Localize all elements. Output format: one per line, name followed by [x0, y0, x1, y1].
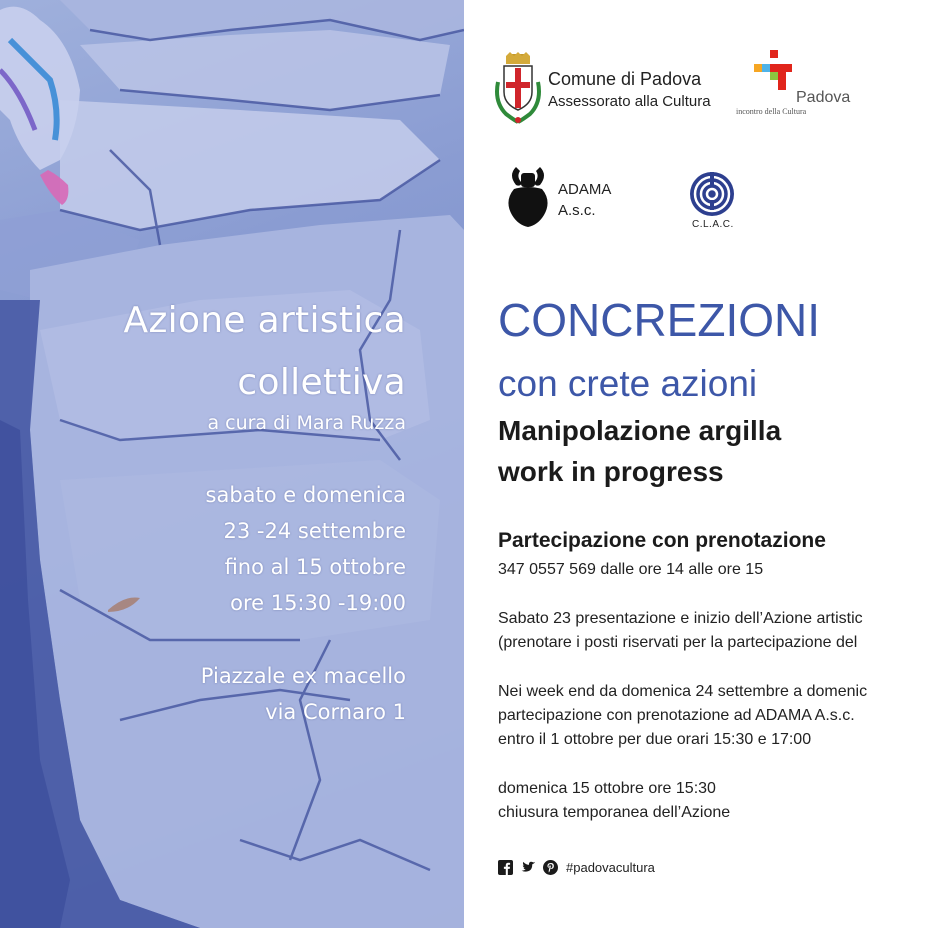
info-p2-line1: Nei week end da domenica 24 settembre a domenic — [498, 683, 868, 700]
facebook-icon[interactable] — [498, 860, 513, 875]
padova-logo-word: Padova — [796, 89, 851, 106]
adama-type: A.s.c. — [558, 202, 596, 219]
event-description-line1: Manipolazione argilla — [498, 415, 782, 446]
event-subtitle: con crete azioni — [498, 363, 758, 404]
padova-logo-tagline: incontro della Cultura — [736, 107, 807, 116]
comune-sub: Assessorato alla Cultura — [548, 93, 711, 110]
clac-labyrinth-icon — [688, 170, 736, 218]
pinterest-icon[interactable] — [543, 860, 558, 875]
info-p2-line2: partecipazione con prenotazione ad ADAMA A.s.c. — [498, 707, 855, 724]
info-p3-line1: domenica 15 ottobre ore 15:30 — [498, 780, 716, 797]
curator-text: a cura di Mara Ruzza — [207, 412, 406, 434]
event-title: CONCREZIONI — [498, 294, 820, 346]
info-p3-line2: chiusura temporanea dell’Azione — [498, 804, 731, 821]
info-panel — [464, 0, 928, 928]
comune-name: Comune di Padova — [548, 69, 702, 89]
action-title-line2: collettiva — [237, 362, 406, 403]
booking-phone: 347 0557 569 dalle ore 14 alle ore 15 — [498, 561, 764, 578]
twitter-icon[interactable] — [519, 860, 537, 875]
hashtag-text: #padovacultura — [566, 860, 655, 875]
comune-crest-icon — [492, 52, 544, 124]
event-description-line2: work in progress — [498, 456, 724, 487]
adama-name: ADAMA — [558, 181, 612, 198]
adama-vase-icon — [504, 165, 552, 231]
time-text: ore 15:30 -19:00 — [230, 591, 406, 615]
dates-line1: sabato e domenica — [205, 483, 406, 507]
place-line2: via Cornaro 1 — [265, 700, 406, 724]
dates-line2: 23 -24 settembre — [223, 519, 406, 543]
info-p1-line2: (prenotare i posti riservati per la partecipazione del — [498, 634, 858, 651]
social-row — [498, 860, 655, 875]
clac-name: C.L.A.C. — [692, 219, 734, 230]
action-title-line1: Azione artistica — [123, 300, 406, 341]
info-p1-line1: Sabato 23 presentazione e inizio dell’Azione artistic — [498, 610, 863, 627]
booking-title: Partecipazione con prenotazione — [498, 529, 826, 552]
info-p2-line3: entro il 1 ottobre per due orari 15:30 e 17:00 — [498, 731, 812, 748]
place-line1: Piazzale ex macello — [200, 664, 406, 688]
dates-line3: fino al 15 ottobre — [224, 555, 406, 579]
